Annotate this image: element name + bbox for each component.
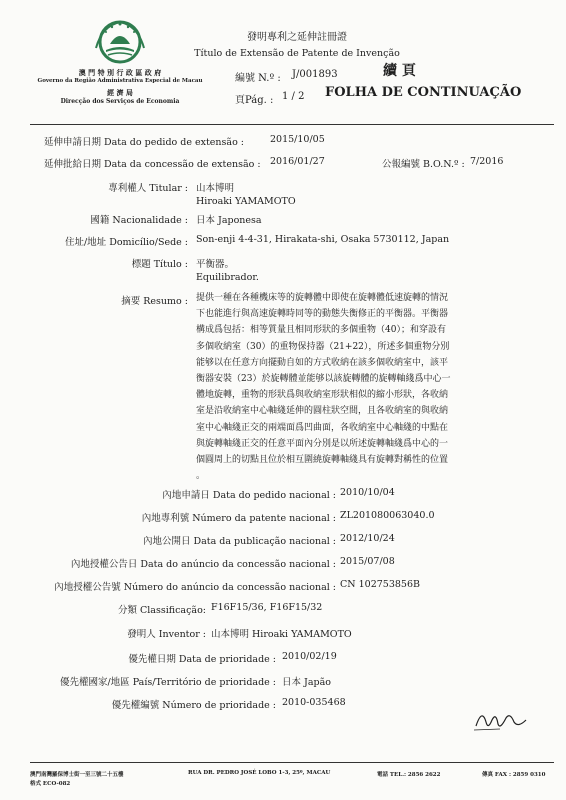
footer-fax: 傳真 FAX : 2859 0310 [482,772,546,778]
national-grant-announcement-date-value: 2015/07/08 [340,556,395,567]
abstract-line: 下也能進行與高速旋轉時同等的動態失衡修正的平衡器。平衡器 [196,309,449,320]
priority-country-label: 優先權國家/地區 País/Território de prioridade : [59,677,276,688]
nationality-label: 國籍 Nacionalidade : [90,215,188,226]
inventor-label: 發明人 Inventor : [127,629,206,640]
abstract-label: 摘要 Resumo : [121,296,188,307]
holder-label: 專利權人 Titular : [108,183,188,194]
holder-name-en: Hiroaki YAMAMOTO [196,196,296,207]
extension-grant-date-value: 2016/01/27 [270,156,325,167]
national-patent-number-value: ZL201080063040.0 [340,510,435,521]
page-label: 頁Pág. : [235,95,274,106]
abstract-line: 體地旋轉，重物的形狀爲與收納室形狀相似的縮小形狀，各收納 [196,390,449,401]
national-request-date-label: 內地申請日 Data do pedido nacional : [162,490,336,501]
abstract-text [196,290,522,484]
classification-value: F16F15/36, F16F15/32 [211,602,323,613]
abstract-line: 構成爲包括：相等質量且相同形狀的多個重物（40）；和穿設有 [196,325,446,336]
holder-name-cn: 山本博明 [196,183,235,194]
footer-telephone: 電話 TEL.: 2856 2622 [377,772,441,778]
government-name-pt: Governo da Região Administrativa Especial de Macau [37,78,203,84]
nationality-value: 日本 Japonesa [196,215,262,226]
national-request-date-value: 2010/10/04 [340,487,395,498]
abstract-line: 室是沿收納室中心軸綫延伸的圓柱狀空間，且各收納室的與收納 [196,406,449,417]
department-name-pt: Direcção dos Serviços de Economia [60,98,180,105]
abstract-line: 與旋轉軸綫正交的任意平面內分別是以所述旋轉軸綫爲中心的一 [196,438,449,449]
classification-label: 分類 Classificação: [117,605,206,616]
abstract-line: 個圓周上的切點且位於相互圍繞旋轉軸綫具有旋轉對稱性的位置 [196,455,449,466]
footer-divider [30,762,554,763]
certificate-title-pt: Título de Extensão de Patente de Invenção [194,48,400,59]
priority-date-value: 2010/02/19 [282,651,337,662]
footer-form-code: 格式 ECO-082 [30,781,71,787]
abstract-line: 衡器安裝（23）於旋轉體並能够以該旋轉體的旋轉軸綫爲中心一 [196,374,451,385]
priority-country-value: 日本 Japão [282,677,331,688]
abstract-line: 室中心軸綫正交的兩端面爲凹曲面，各收納室中心軸綫的中點在 [196,422,449,433]
footer-address-cn: 澳門南灣羅保博士街一至三號二十五樓 [30,772,124,778]
abstract-line: 提供一種在各種機床等的旋轉體中即使在旋轉體低速旋轉的情況 [196,293,449,303]
government-name-cn: 澳 門 特 別 行 政 區 政 府 [78,68,162,77]
national-grant-announcement-number-value: CN 102753856B [340,579,420,590]
extension-grant-date-label: 延伸批給日期 Data da concessão de extensão : [44,159,261,170]
priority-number-label: 優先權編號 Número de prioridade : [111,700,276,711]
bulletin-number-value: 7/2016 [470,156,504,167]
national-patent-number-label: 內地專利號 Número da patente nacional : [141,513,336,524]
inventor-value: 山本博明 Hiroaki YAMAMOTO [211,629,352,640]
department-name-cn: 經 濟 局 [107,88,133,97]
national-publication-date-value: 2012/10/24 [340,533,395,544]
title-label: 標題 Título : [131,259,188,270]
certificate-title-cn: 發明專利之延伸註冊證 [247,32,347,43]
signature-icon [470,700,530,736]
macau-emblem-icon [82,14,158,70]
national-publication-date-label: 內地公開日 Data da publicação nacional : [142,536,336,547]
header-divider [30,124,554,125]
extension-request-date-label: 延伸申請日期 Data do pedido de extensão : [44,137,245,148]
title-value-pt: Equilibrador. [196,272,259,283]
abstract-line: 。 [196,471,206,482]
abstract-line: 能够以在任意方向擺動自如的方式收納在該多個收納室中，該平 [196,357,449,368]
address-value: Son-enji 4-4-31, Hirakata-shi, Osaka 5730112, Japan [196,234,450,245]
number-value: J/001893 [292,69,338,80]
national-grant-announcement-date-label: 內地授權公告日 Data do anúncio da concessão nacional : [70,559,336,570]
priority-date-label: 優先權日期 Data de prioridade : [128,654,276,665]
extension-request-date-value: 2015/10/05 [270,134,325,145]
address-label: 住址/地址 Domicílio/Sede : [64,237,188,248]
bulletin-number-label: 公報編號 B.O.N.º : [382,159,465,170]
title-value-cn: 平衡器。 [196,259,235,270]
page-value: 1 / 2 [282,91,305,102]
continuation-title-pt: FOLHA DE CONTINUAÇÃO [325,85,522,100]
national-grant-announcement-number-label: 內地授權公告號 Número do anúncio da concessão nacional : [54,582,336,593]
priority-number-value: 2010-035468 [282,697,346,708]
number-label: 編號 N.º : [235,73,281,84]
continuation-title-cn: 續 頁 [383,63,416,79]
footer-address-pt: RUA DR. PEDRO JOSÉ LOBO 1-3, 25º, MACAU [188,770,331,776]
abstract-line: 多個收納室（30）的重物保持器（21+22），所述多個重物分別 [196,341,450,352]
